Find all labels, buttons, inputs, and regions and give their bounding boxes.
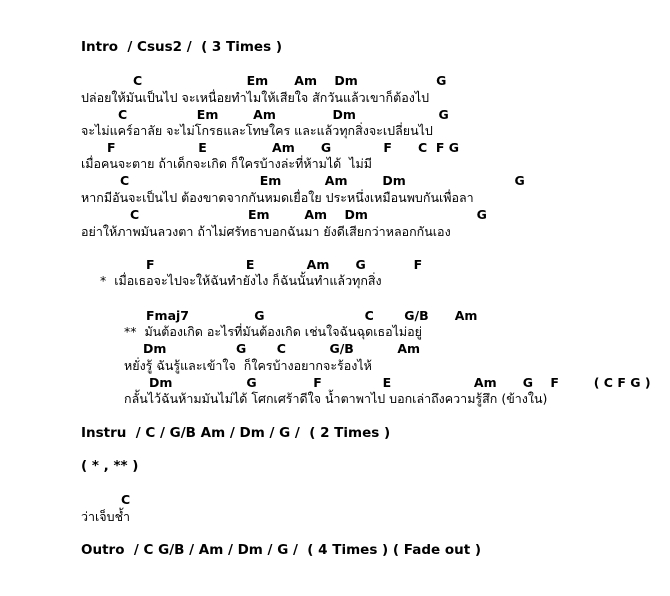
chorus-lyric-2: หยั่งรู้ ฉันรู้และเข้าใจ ก็ใครบ้างอยากจะร้องไห้	[124, 358, 372, 373]
verse1-chords-3: F E Am G F C F G	[107, 140, 460, 155]
verse1-chords-1: C Em Am Dm G	[133, 73, 447, 88]
repeat-marker: ( * , ** )	[81, 458, 139, 474]
verse1-lyric-1: ปล่อยให้มันเป็นไป จะเหนื่อยทำไมให้เสียใจ สักวันแล้วเขาก็ต้องไป	[81, 90, 430, 105]
instru-line: Instru / C / G/B Am / Dm / G / ( 2 Times )	[81, 425, 391, 441]
verse1-lyric-5: อย่าให้ภาพมันลวงตา ถ้าไม่ศรัทธาบอกฉันมา ยังดีเสียกว่าหลอกกันเอง	[81, 224, 451, 239]
chorus-chords-2: Dm G C G/B Am	[143, 341, 421, 356]
chorus-chords-3: Dm G F E Am G F ( C F G )	[149, 375, 651, 390]
verse1-lyric-3: เมื่อคนจะตาย ถ้าเด็กจะเกิด ก็ใครบ้างล่ะที่ห้ามได้ ไม่มี	[81, 156, 372, 171]
chorus-lyric-1: ** มันต้องเกิด อะไรที่มันต้องเกิด เช่นใจฉันฉุดเธอไม่อยู่	[124, 324, 422, 339]
prechorus-chords: F E Am G F	[146, 257, 423, 272]
outro-line: Outro / C G/B / Am / Dm / G / ( 4 Times ) ( Fade out )	[81, 542, 482, 558]
verse1-lyric-4: หากมีอันจะเป็นไป ต้องขาดจากกันหมดเยื่อใย ประหนึ่งเหมือนพบกันเพื่อลา	[81, 190, 474, 205]
verse1-chords-5: C Em Am Dm G	[130, 207, 487, 222]
verse1-chords-4: C Em Am Dm G	[120, 173, 525, 188]
intro-line: Intro / Csus2 / ( 3 Times )	[81, 39, 282, 55]
tag-chord: C	[121, 492, 131, 507]
prechorus-lyric: * เมื่อเธอจะไปจะให้ฉันทำยังไง ก็ฉันนั้นทำแล้วทุกสิ่ง	[100, 273, 382, 288]
chorus-chords-1: Fmaj7 G C G/B Am	[146, 308, 478, 323]
tag-lyric: ว่าเจ็บช้ำ	[81, 509, 131, 524]
verse1-lyric-2: จะไม่แคร์อาลัย จะไม่โกรธและโทษใคร และแล้วทุกสิ่งจะเปลี่ยนไป	[81, 123, 433, 138]
verse1-chords-2: C Em Am Dm G	[118, 107, 449, 122]
chorus-lyric-3: กลั้นไว้ฉันห้ามมันไม่ได้ โศกเศร้าดีใจ น้ำตาพาไป บอกเล่าถึงความรู้สึก (ข้างใน)	[124, 391, 548, 406]
